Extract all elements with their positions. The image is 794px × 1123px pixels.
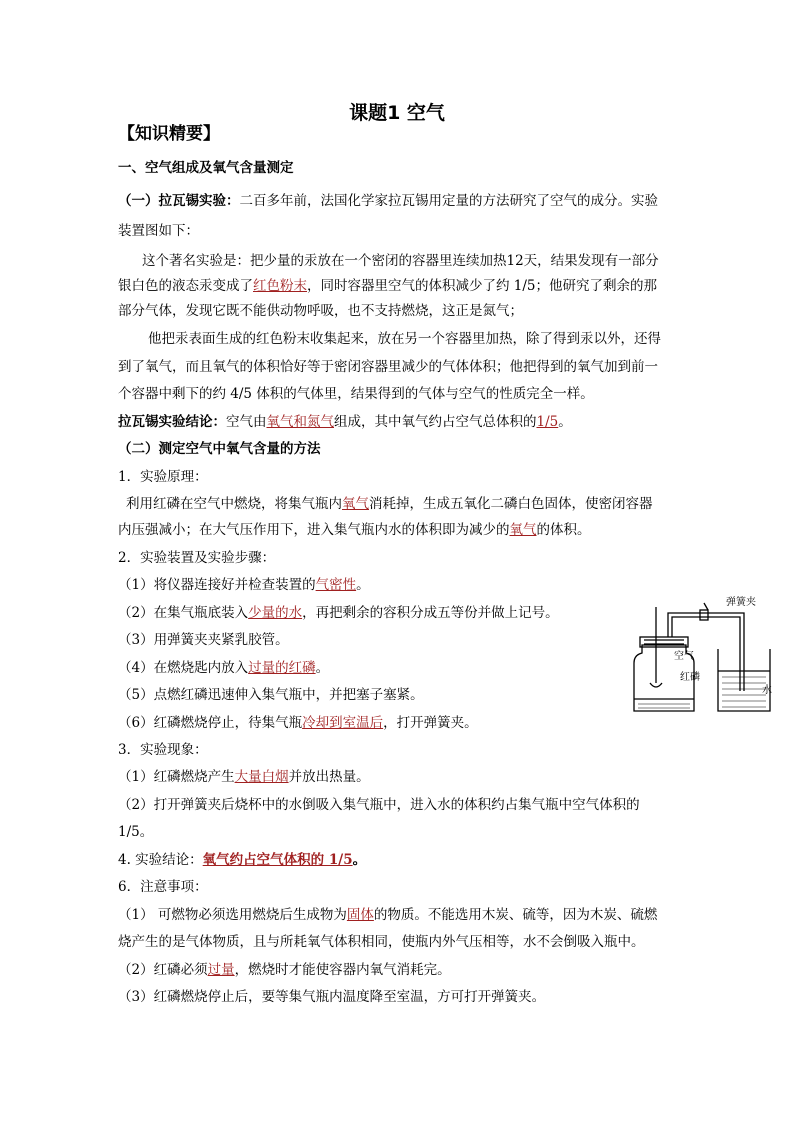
steps-heading: 2．实验装置及实验步骤： bbox=[118, 550, 276, 566]
label-air: 空气 bbox=[674, 651, 694, 662]
principle-line-1: 利用红磷在空气中燃烧，将集气瓶内氧气消耗掉，生成五氧化二磷白色固体，使密闭容器 bbox=[126, 496, 653, 512]
lavoisier-intro-line-1: （一）拉瓦锡实验：二百多年前，法国化学家拉瓦锡用定量的方法研究了空气的成分。实验 bbox=[118, 193, 658, 209]
phenomenon-2-line-1: （2）打开弹簧夹后烧杯中的水倒吸入集气瓶中，进入水的体积约占集气瓶中空气体积的 bbox=[118, 797, 640, 813]
notes-heading: 6．注意事项： bbox=[118, 879, 208, 895]
label-water: 水 bbox=[762, 685, 772, 696]
note-1-line-1: （1） 可燃物必须选用燃烧后生成物为固体的物质。不能选用木炭、硫等，因为木炭、硫燃 bbox=[118, 907, 658, 923]
phenomenon-2-line-2: 1/5。 bbox=[118, 824, 154, 840]
principle-line-2: 内压强减小；在大气压作用下，进入集气瓶内水的体积即为减少的氧气的体积。 bbox=[118, 522, 591, 538]
combustion-spoon bbox=[650, 683, 662, 687]
apparatus-diagram bbox=[628, 593, 778, 718]
page-title: 课题1 空气 bbox=[349, 102, 445, 124]
experiment-paragraph-line-2: 银白色的液态汞变成了红色粉末，同时容器里空气的体积减少了约 1/5；他研究了剩余的那 bbox=[118, 278, 658, 294]
experiment-paragraph-line-1: 这个著名实验是：把少量的汞放在一个密闭的容器里连续加热12天，结果发现有一部分 bbox=[142, 253, 659, 269]
collection-paragraph-line-2: 到了氧气，而且氧气的体积恰好等于密闭容器里减少的气体体积；他把得到的氧气加到前一 bbox=[118, 359, 658, 375]
phenomena-heading: 3．实验现象： bbox=[118, 742, 208, 758]
note-3: （3）红磷燃烧停止后，要等集气瓶内温度降至室温，方可打开弹簧夹。 bbox=[118, 989, 546, 1005]
note-1-line-2: 烧产生的是气体物质，且与所耗氧气体积相同，使瓶内外气压相等，水不会倒吸入瓶中。 bbox=[118, 934, 645, 950]
section-2-title: （二）测定空气中氧气含量的方法 bbox=[118, 441, 321, 457]
clamp-pointer bbox=[704, 603, 708, 610]
water-hatching bbox=[638, 677, 766, 708]
phenomenon-1: （1）红磷燃烧产生大量白烟并放出热量。 bbox=[118, 769, 370, 785]
collection-paragraph-line-3: 个容器中剩下的约 4/5 体积的气体里，结果得到的气体与空气的性质完全一样。 bbox=[118, 386, 594, 402]
step-1: （1）将仪器连接好并检查装置的气密性。 bbox=[118, 577, 370, 593]
principle-heading: 1．实验原理： bbox=[118, 469, 208, 485]
lavoisier-intro-line-2: 装置图如下： bbox=[118, 223, 199, 239]
collection-paragraph-line-1: 他把汞表面生成的红色粉末收集起来，放在另一个容器里加热，除了得到汞以外，还得 bbox=[148, 331, 661, 347]
step-2: （2）在集气瓶底装入少量的水，再把剩余的容积分成五等份并做上记号。 bbox=[118, 605, 559, 621]
section-header: 【知识精要】 bbox=[118, 124, 220, 144]
note-2: （2）红磷必须过量，燃烧时才能使容器内氧气消耗完。 bbox=[118, 962, 451, 978]
step-6: （6）红磷燃烧停止，待集气瓶冷却到室温后，打开弹簧夹。 bbox=[118, 715, 478, 731]
label-red-phosphorus: 红磷 bbox=[680, 672, 700, 683]
label-spring-clamp: 弹簧夹 bbox=[726, 597, 756, 608]
lavoisier-conclusion: 拉瓦锡实验结论：空气由氧气和氮气组成，其中氧气约占空气总体积的1/5。 bbox=[118, 414, 572, 430]
spring-clamp bbox=[700, 610, 708, 620]
experiment-paragraph-line-3: 部分气体，发现它既不能供动物呼吸，也不支持燃烧，这正是氮气； bbox=[118, 303, 523, 319]
step-4: （4）在燃烧匙内放入过量的红磷。 bbox=[118, 660, 330, 676]
experiment-conclusion: 4. 实验结论：氧气约占空气体积的 1/5。 bbox=[118, 852, 367, 868]
section-1-title: 一、空气组成及氧气含量测定 bbox=[118, 160, 294, 176]
step-5: （5）点燃红磷迅速伸入集气瓶中，并把塞子塞紧。 bbox=[118, 687, 424, 703]
step-3: （3）用弹簧夹夹紧乳胶管。 bbox=[118, 632, 289, 648]
